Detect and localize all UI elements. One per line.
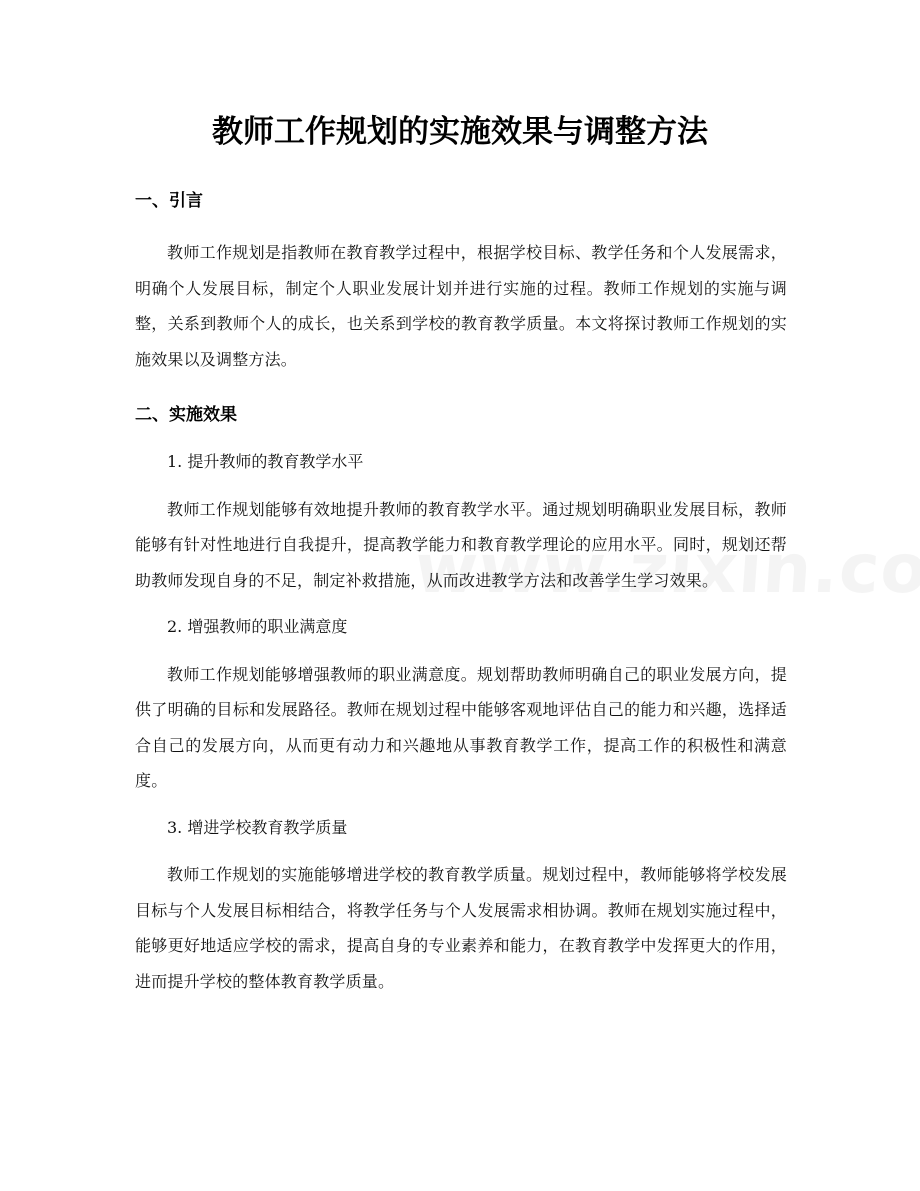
subsection-paragraph: 教师工作规划能够有效地提升教师的教育教学水平。通过规划明确职业发展目标，教师能够有针对性地进行自我提升，提高教学能力和教育教学理论的应用水平。同时，规划还帮助教师发现自身的不足，制定补救措施，从而改进教学方法和改善学生学习效果。 (135, 499, 787, 590)
intro-paragraph: 教师工作规划是指教师在教育教学过程中，根据学校目标、教学任务和个人发展需求，明确个人发展目标，制定个人职业发展计划并进行实施的过程。教师工作规划的实施与调整，关系到教师个人的成长，也关系到学校的教育教学质量。本文将探讨教师工作规划的实施效果以及调整方法。 (135, 243, 787, 369)
subsection-title: 3. 增进学校教育教学质量 (167, 817, 348, 837)
section-heading-effects: 二、实施效果 (135, 405, 237, 425)
subsection-paragraph: 教师工作规划的实施能够增进学校的教育教学质量。规划过程中，教师能够将学校发展目标与个人发展目标相结合，将教学任务与个人发展需求相协调。教师在规划实施过程中，能够更好地适应学校的需求，提高自身的专业素养和能力，在教育教学中发挥更大的作用，进而提升学校的整体教育教学质量。 (135, 865, 787, 991)
subsection-title: 2. 增强教师的职业满意度 (167, 617, 348, 636)
document-body (135, 180, 787, 999)
document-title: 教师工作规划的实施效果与调整方法 (212, 114, 708, 150)
subsection-paragraph: 教师工作规划能够增强教师的职业满意度。规划帮助教师明确自己的职业发展方向，提供了明确的目标和发展路径。教师在规划过程中能够客观地评估自己的能力和兴趣，选择适合自己的发展方向，从而更有动力和兴趣地从事教育教学工作，提高工作的积极性和满意度。 (135, 664, 787, 790)
section-heading-intro: 一、引言 (135, 191, 203, 211)
subsection-title: 1. 提升教师的教育教学水平 (167, 452, 364, 471)
